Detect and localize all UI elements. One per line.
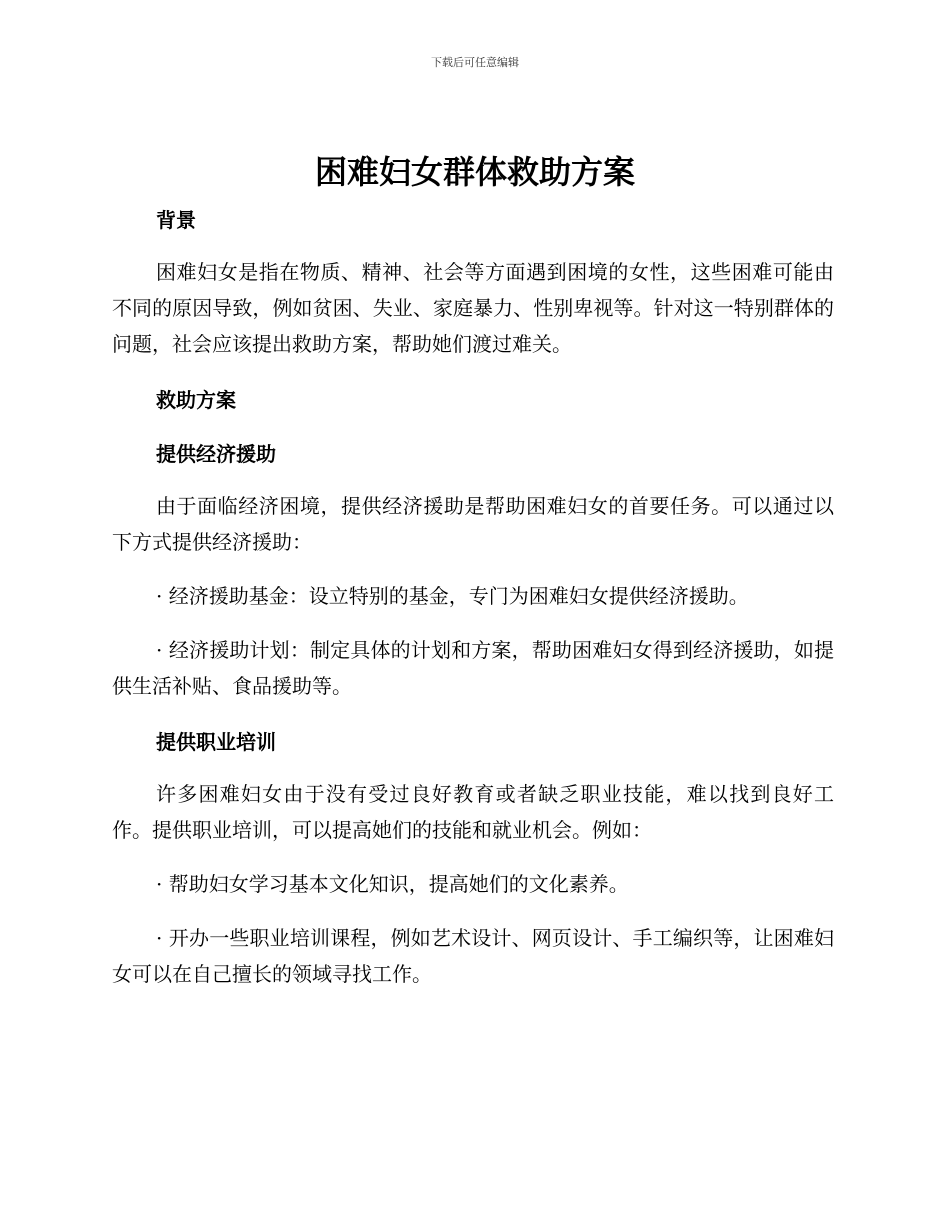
document-title: 困难妇女群体救助方案 <box>314 153 635 191</box>
economic-aid-bullet-plan: · 经济援助计划：制定具体的计划和方案，帮助困难妇女得到经济援助，如提供生活补贴、食品援助等。 <box>112 638 834 698</box>
vocational-training-bullet-literacy: · 帮助妇女学习基本文化知识，提高她们的文化素养。 <box>156 872 629 896</box>
vocational-training-heading: 提供职业培训 <box>156 730 276 754</box>
background-paragraph: 困难妇女是指在物质、精神、社会等方面遇到困境的女性，这些困难可能由不同的原因导致，例如贫困、失业、家庭暴力、性别卑视等。针对这一特别群体的问题，社会应该提出救助方案，帮助她们渡过难关。 <box>112 260 834 356</box>
background-heading: 背景 <box>156 208 196 232</box>
economic-aid-bullet-fund: · 经济援助基金：设立特别的基金，专门为困难妇女提供经济援助。 <box>156 584 749 608</box>
plan-heading: 救助方案 <box>156 388 236 412</box>
vocational-training-paragraph: 许多困难妇女由于没有受过良好教育或者缺乏职业技能，难以找到良好工作。提供职业培训，可以提高她们的技能和就业机会。例如： <box>112 782 834 842</box>
vocational-training-bullet-courses: · 开办一些职业培训课程，例如艺术设计、网页设计、手工编织等，让困难妇女可以在自己擅长的领域寻找工作。 <box>112 926 834 986</box>
economic-aid-paragraph: 由于面临经济困境，提供经济援助是帮助困难妇女的首要任务。可以通过以下方式提供经济援助： <box>112 494 834 554</box>
economic-aid-heading: 提供经济援助 <box>156 442 276 466</box>
document-body <box>112 200 834 992</box>
header-note: 下载后可任意编辑 <box>431 56 519 69</box>
